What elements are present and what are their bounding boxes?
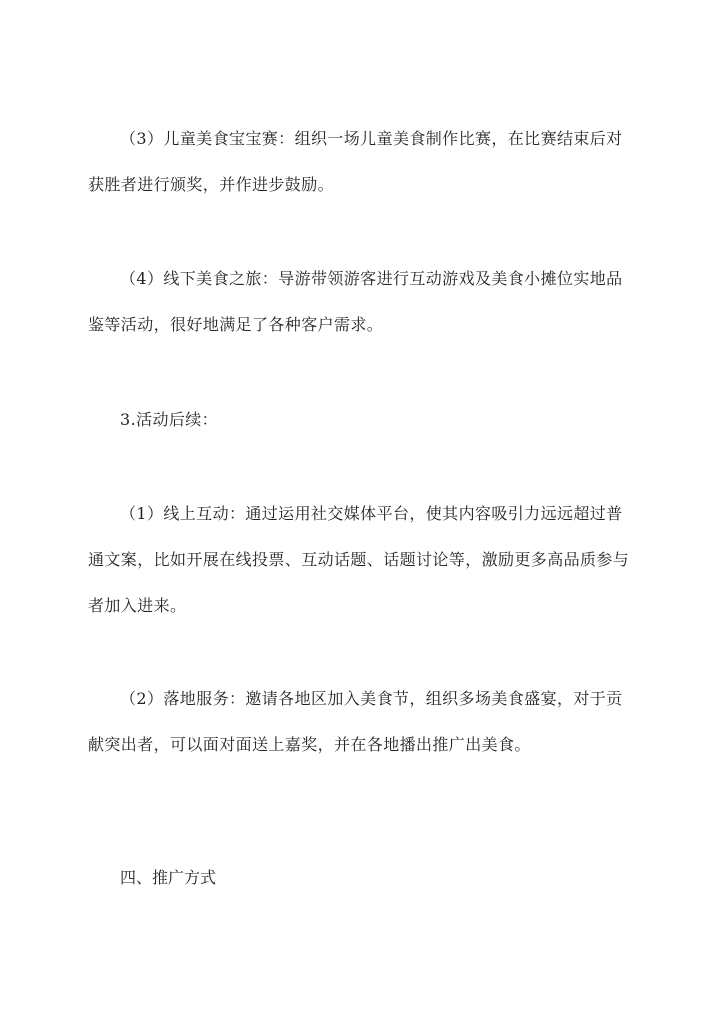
paragraph-offline-food-tour: （4）线下美食之旅：导游带领游客进行互动游戏及美食小摊位实地品鉴等活动，很好地满足了各种客户需求。: [88, 269, 623, 334]
paragraph-children-food-contest: （3）儿童美食宝宝赛：组织一场儿童美食制作比赛，在比赛结束后对获胜者进行颁奖，并作进步鼓励。: [88, 129, 623, 194]
section-heading-promotion-methods: 四、推广方式: [120, 868, 217, 887]
paragraph-online-interaction: （1）线上互动：通过运用社交媒体平台，使其内容吸引力远远超过普通文案，比如开展在线投票、互动话题、话题讨论等，激励更多高品质参与者加入进来。: [88, 504, 630, 615]
section-heading-activity-follow-up: 3.活动后续：: [120, 410, 219, 429]
paragraph-ground-service: （2）落地服务：邀请各地区加入美食节，组织多场美食盛宴，对于贡献突出者，可以面对面送上嘉奖，并在各地播出推广出美食。: [88, 689, 623, 754]
